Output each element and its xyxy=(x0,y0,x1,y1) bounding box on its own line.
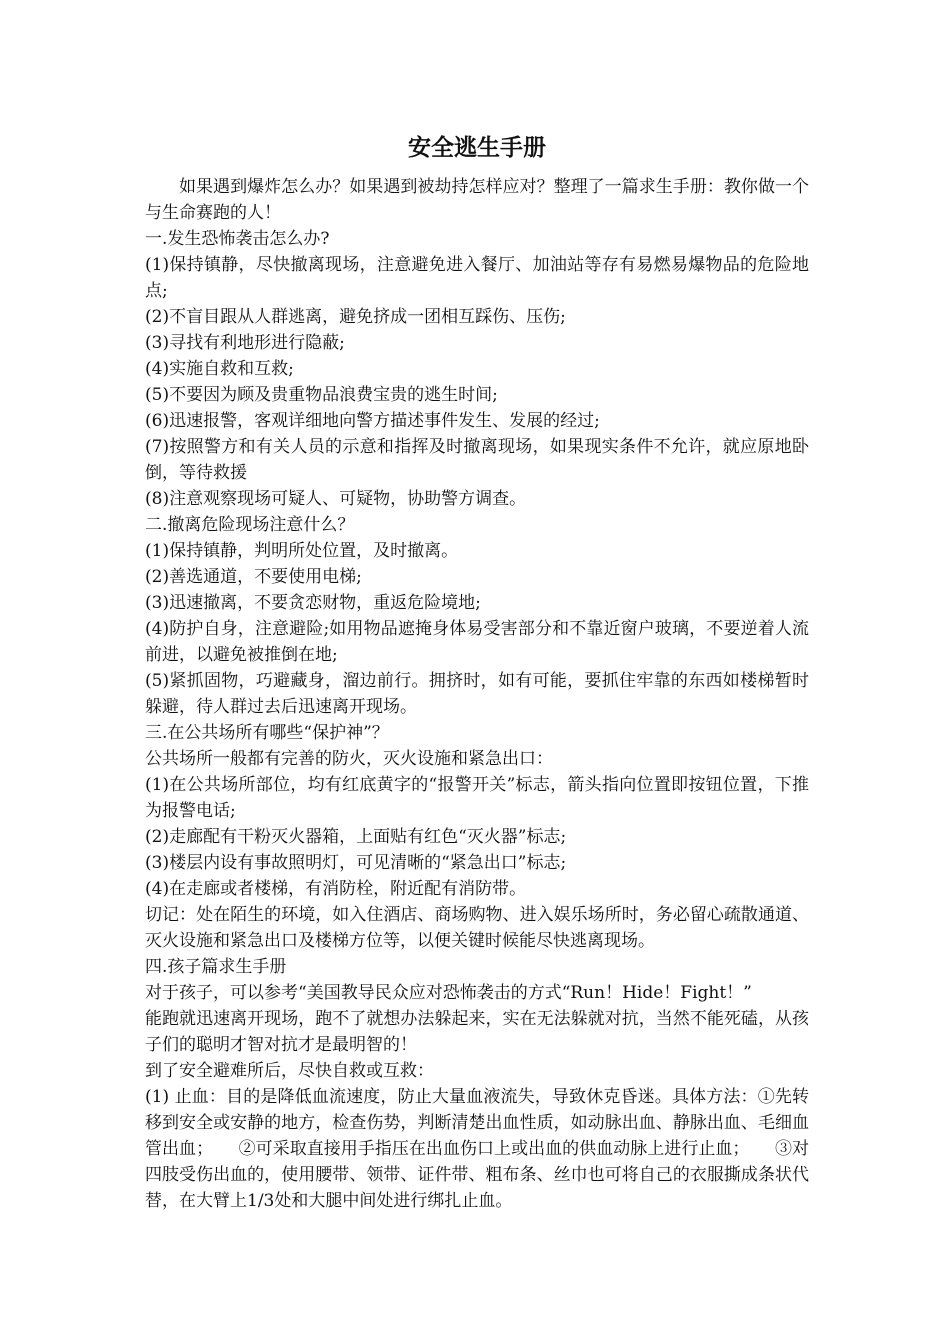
list-item: (3)迅速撤离，不要贪恋财物，重返危险境地; xyxy=(145,593,481,613)
intro-paragraph: 如果遇到爆炸怎么办？如果遇到被劫持怎样应对？整理了一篇求生手册：教你做一个与生命赛跑的人！ xyxy=(145,177,809,223)
body-paragraph: 对于孩子，可以参考“美国教导民众应对恐怖袭击的方式“Run！Hide！Fight！” xyxy=(145,983,752,1003)
list-item: (1)保持镇静，判明所处位置，及时撤离。 xyxy=(145,541,459,561)
list-item: (2)不盲目跟从人群逃离，避免挤成一团相互踩伤、压伤; xyxy=(145,307,566,327)
list-item: (2)善选通道，不要使用电梯; xyxy=(145,567,362,587)
list-item: (7)按照警方和有关人员的示意和指挥及时撤离现场，如果现实条件不允许，就应原地卧倒，等待救援 xyxy=(145,437,809,483)
list-item: (3)寻找有利地形进行隐蔽; xyxy=(145,333,345,353)
list-item: (4)防护自身，注意避险;如用物品遮掩身体易受害部分和不靠近窗户玻璃，不要逆着人流前进，以避免被推倒在地; xyxy=(145,619,809,665)
body-paragraph: 到了安全避难所后，尽快自救或互救： xyxy=(145,1061,434,1081)
document-page xyxy=(145,128,809,1214)
body-paragraph: 能跑就迅速离开现场，跑不了就想办法躲起来，实在无法躲就对抗，当然不能死磕，从孩子们的聪明才智对抗才是最明智的！ xyxy=(145,1009,809,1055)
list-item: (5)不要因为顾及贵重物品浪费宝贵的逃生时间; xyxy=(145,385,498,405)
list-item: (4)在走廊或者楼梯，有消防栓，附近配有消防带。 xyxy=(145,879,527,899)
list-item: (1)在公共场所部位，均有红底黄字的“报警开关”标志，箭头指向位置即按钮位置，下推为报警电话; xyxy=(145,775,809,821)
reminder-paragraph: 切记：处在陌生的环境，如入住酒店、商场购物、进入娱乐场所时，务必留心疏散通道、灭火设施和紧急出口及楼梯方位等，以便关键时候能尽快逃离现场。 xyxy=(145,905,809,951)
section-heading: 三.在公共场所有哪些“保护神”？ xyxy=(145,723,389,743)
document-title: 安全逃生手册 xyxy=(408,134,546,161)
section-heading: 四.孩子篇求生手册 xyxy=(145,957,287,977)
list-item: (5)紧抓固物，巧避藏身，溜边前行。拥挤时，如有可能，要抓住牢靠的东西如楼梯暂时躲避，待人群过去后迅速离开现场。 xyxy=(145,671,809,717)
section-heading: 一.发生恐怖袭击怎么办? xyxy=(145,229,330,249)
list-item: (3)楼层内设有事故照明灯，可见清晰的“紧急出口”标志; xyxy=(145,853,567,873)
list-item: (6)迅速报警，客观详细地向警方描述事件发生、发展的经过; xyxy=(145,411,600,431)
list-item: (4)实施自救和互救; xyxy=(145,359,294,379)
list-item: (2)走廊配有干粉灭火器箱，上面贴有红色“灭火器”标志; xyxy=(145,827,567,847)
list-item: (1) 止血：目的是降低血流速度，防止大量血液流失，导致休克昏迷。具体方法：①先转移到安全或安静的地方，检查伤势，判断清楚出血性质，如动脉出血、静脉出血、毛细血管出血； ②可采取直接用手指压在出血伤口上或出血的供血动脉上进行止血； ③对四肢受伤出血的，使用腰带、领带、证件带、粗布条、丝巾也可将自己的衣服撕成条状代替，在大臂上1/3处和大腿中间处进行绑扎止血。 xyxy=(145,1087,809,1211)
body-paragraph: 公共场所一般都有完善的防火，灭火设施和紧急出口： xyxy=(145,749,553,769)
list-item: (1)保持镇静，尽快撤离现场，注意避免进入餐厅、加油站等存有易燃易爆物品的危险地点; xyxy=(145,255,809,301)
list-item: (8)注意观察现场可疑人、可疑物，协助警方调查。 xyxy=(145,489,527,509)
section-heading: 二.撤离危险现场注意什么？ xyxy=(145,515,355,535)
